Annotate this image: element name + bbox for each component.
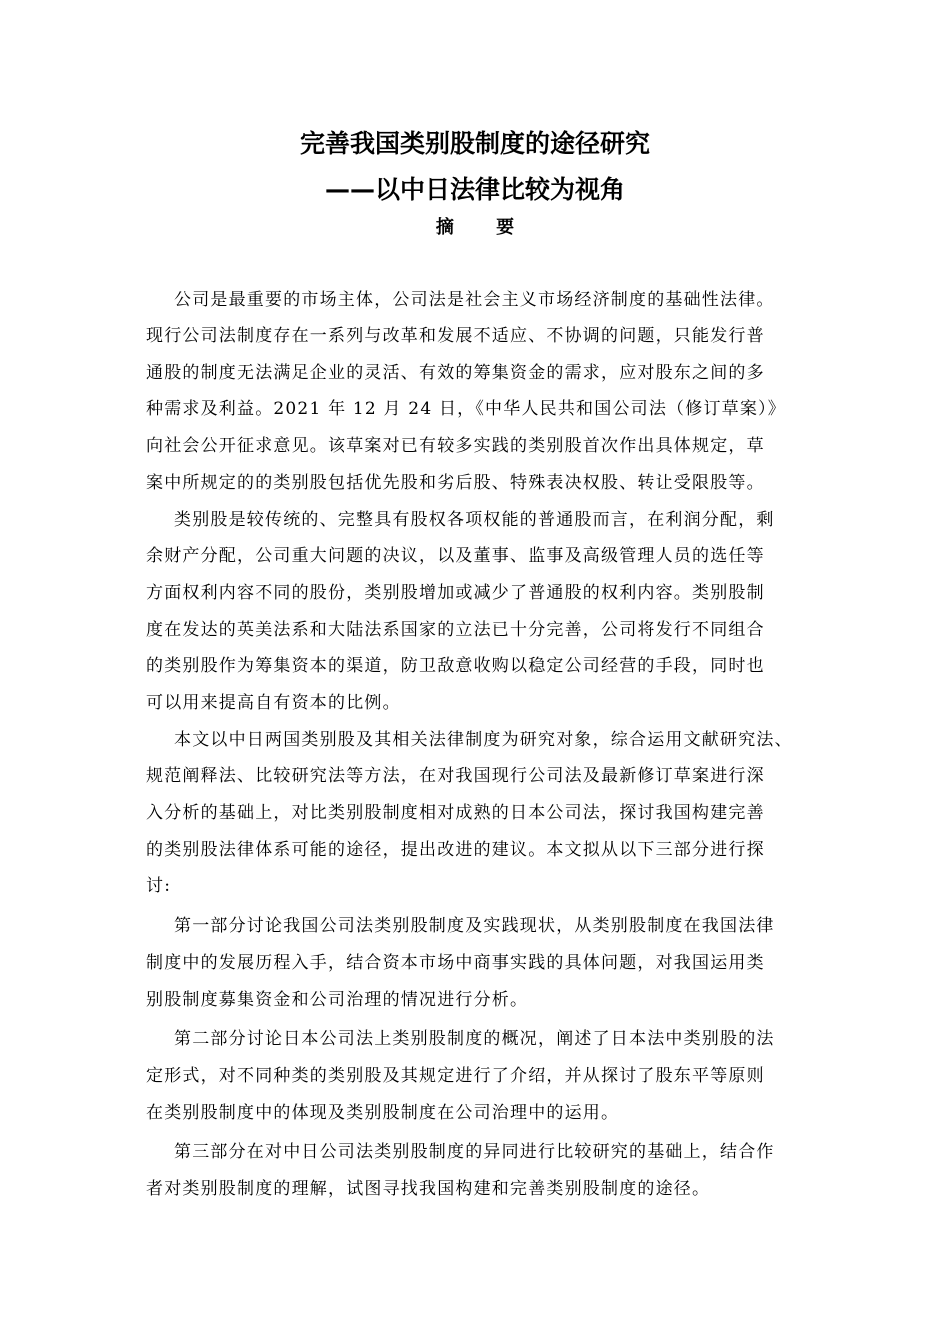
- text-line: 的类别股作为筹集资本的渠道，防卫敌意收购以稳定公司经营的手段，同时也: [146, 656, 765, 676]
- text-line: 规范阐释法、比较研究法等方法，在对我国现行公司法及最新修订草案进行深: [146, 766, 765, 786]
- text-line: 现行公司法制度存在一系列与改革和发展不适应、不协调的问题，只能发行普: [146, 326, 765, 346]
- document-title: 完善我国类别股制度的途径研究: [299, 129, 650, 158]
- text-line: 在类别股制度中的体现及类别股制度在公司治理中的运用。: [146, 1103, 620, 1123]
- text-line: 种需求及利益。2021 年 12 月 24 日，《中华人民共和国公司法（修订草案）》: [146, 399, 786, 419]
- text-line: 公司是最重要的市场主体，公司法是社会主义市场经济制度的基础性法律。: [174, 290, 775, 310]
- text-line: 第一部分讨论我国公司法类别股制度及实践现状，从类别股制度在我国法律: [174, 916, 775, 936]
- document-subtitle: ——以中日法律比较为视角: [324, 175, 625, 204]
- text-line: 类别股是较传统的、完整具有股权各项权能的普通股而言，在利润分配，剩: [174, 510, 775, 530]
- text-line: 本文以中日两国类别股及其相关法律制度为研究对象，综合运用文献研究法、: [174, 730, 793, 750]
- text-line: 讨:: [146, 876, 172, 896]
- text-line: 方面权利内容不同的股份，类别股增加或减少了普通股的权利内容。类别股制: [146, 583, 765, 603]
- text-line: 定形式，对不同种类的类别股及其规定进行了介绍，并从探讨了股东平等原则: [146, 1066, 765, 1086]
- text-line: 的类别股法律体系可能的途径，提出改进的建议。本文拟从以下三部分进行探: [146, 840, 765, 860]
- text-line: 通股的制度无法满足企业的灵活、有效的筹集资金的需求，应对股东之间的多: [146, 363, 765, 383]
- text-line: 者对类别股制度的理解，试图寻找我国构建和完善类别股制度的途径。: [146, 1179, 711, 1199]
- text-line: 入分析的基础上，对比类别股制度相对成熟的日本公司法，探讨我国构建完善: [146, 803, 765, 823]
- text-line: 第三部分在对中日公司法类别股制度的异同进行比较研究的基础上，结合作: [174, 1142, 775, 1162]
- text-line: 别股制度募集资金和公司治理的情况进行分析。: [146, 990, 529, 1010]
- text-line: 余财产分配，公司重大问题的决议，以及董事、监事及高级管理人员的选任等: [146, 546, 765, 566]
- text-line: 第二部分讨论日本公司法上类别股制度的概况，阐述了日本法中类别股的法: [174, 1029, 775, 1049]
- abstract-heading: 摘 要: [435, 217, 533, 238]
- text-line: 可以用来提高自有资本的比例。: [146, 693, 401, 713]
- text-line: 制度中的发展历程入手，结合资本市场中商事实践的具体问题，对我国运用类: [146, 953, 765, 973]
- text-line: 向社会公开征求意见。该草案对已有较多实践的类别股首次作出具体规定，草: [146, 436, 765, 456]
- text-line: 度在发达的英美法系和大陆法系国家的立法已十分完善，公司将发行不同组合: [146, 620, 765, 640]
- text-line: 案中所规定的的类别股包括优先股和劣后股、特殊表决权股、转让受限股等。: [146, 473, 765, 493]
